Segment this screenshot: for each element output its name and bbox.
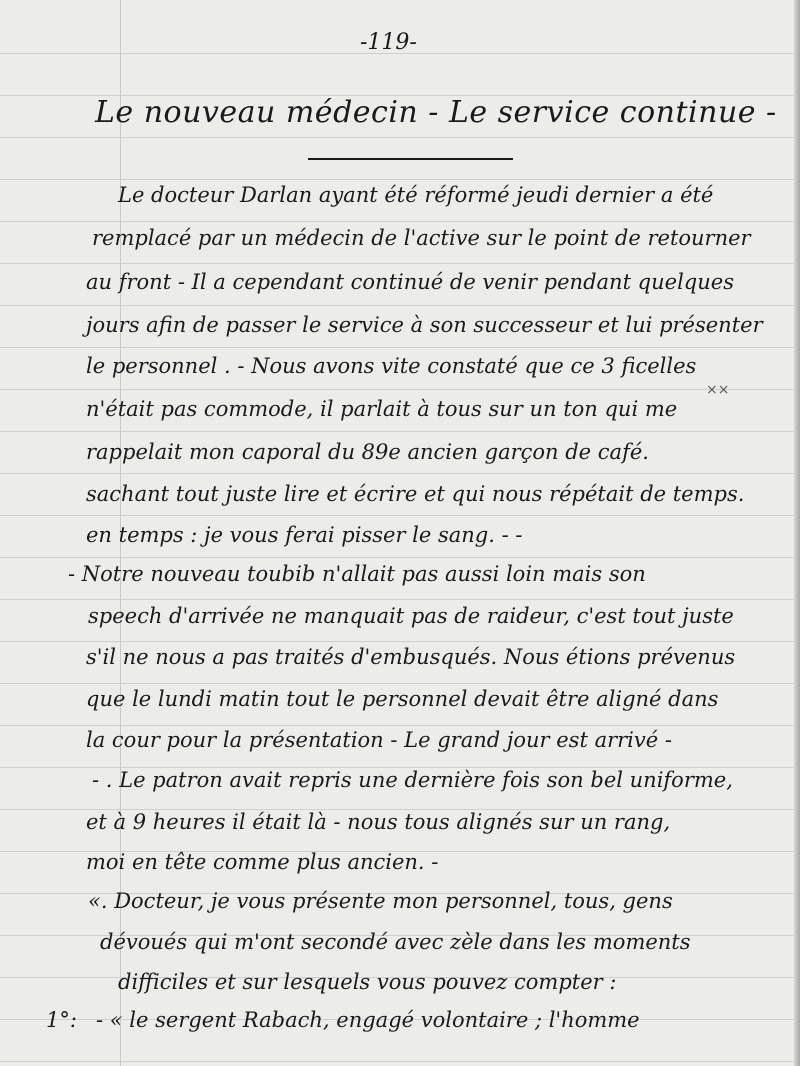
text-line: et à 9 heures il était là - nous tous alignés sur un rang, <box>86 810 671 834</box>
text-line: en temps : je vous ferai pisser le sang. - - <box>86 523 523 547</box>
list-marker: 1°: <box>46 1008 77 1032</box>
text-line: n'était pas commode, il parlait à tous sur un ton qui me <box>86 397 678 421</box>
page-number: -119- <box>360 30 417 55</box>
page-edge <box>794 0 800 1066</box>
text-line: le personnel . - Nous avons vite constaté que ce 3 ficelles <box>86 354 697 378</box>
text-line: que le lundi matin tout le personnel devait être aligné dans <box>86 687 719 711</box>
text-line: au front - Il a cependant continué de venir pendant quelques <box>86 270 734 294</box>
text-line: - Notre nouveau toubib n'allait pas aussi loin mais son <box>68 562 646 586</box>
text-line: moi en tête comme plus ancien. - <box>86 850 439 874</box>
text-line: sachant tout juste lire et écrire et qui nous répétait de temps. <box>86 482 745 506</box>
text-line: - . Le patron avait repris une dernière fois son bel uniforme, <box>92 768 733 792</box>
text-line: Le docteur Darlan ayant été réformé jeudi dernier a été <box>118 183 714 207</box>
text-line: rappelait mon caporal du 89e ancien garçon de café. <box>86 440 649 464</box>
xx-annotation: ×× <box>706 382 730 398</box>
text-line: la cour pour la présentation - Le grand jour est arrivé - <box>86 728 672 752</box>
text-line: difficiles et sur lesquels vous pouvez compter : <box>118 970 617 994</box>
text-line: jours afin de passer le service à son successeur et lui présenter <box>86 313 763 337</box>
text-line: speech d'arrivée ne manquait pas de raideur, c'est tout juste <box>88 604 734 628</box>
title-underline <box>308 158 513 160</box>
text-line: - « le sergent Rabach, engagé volontaire ; l'homme <box>96 1008 640 1032</box>
text-line: remplacé par un médecin de l'active sur le point de retourner <box>92 226 751 250</box>
text-line: s'il ne nous a pas traités d'embusqués. Nous étions prévenus <box>86 645 736 669</box>
page-title: Le nouveau médecin - Le service continue - <box>95 95 777 130</box>
text-line: «. Docteur, je vous présente mon personnel, tous, gens <box>88 889 673 913</box>
text-line: dévoués qui m'ont secondé avec zèle dans les moments <box>100 930 691 954</box>
